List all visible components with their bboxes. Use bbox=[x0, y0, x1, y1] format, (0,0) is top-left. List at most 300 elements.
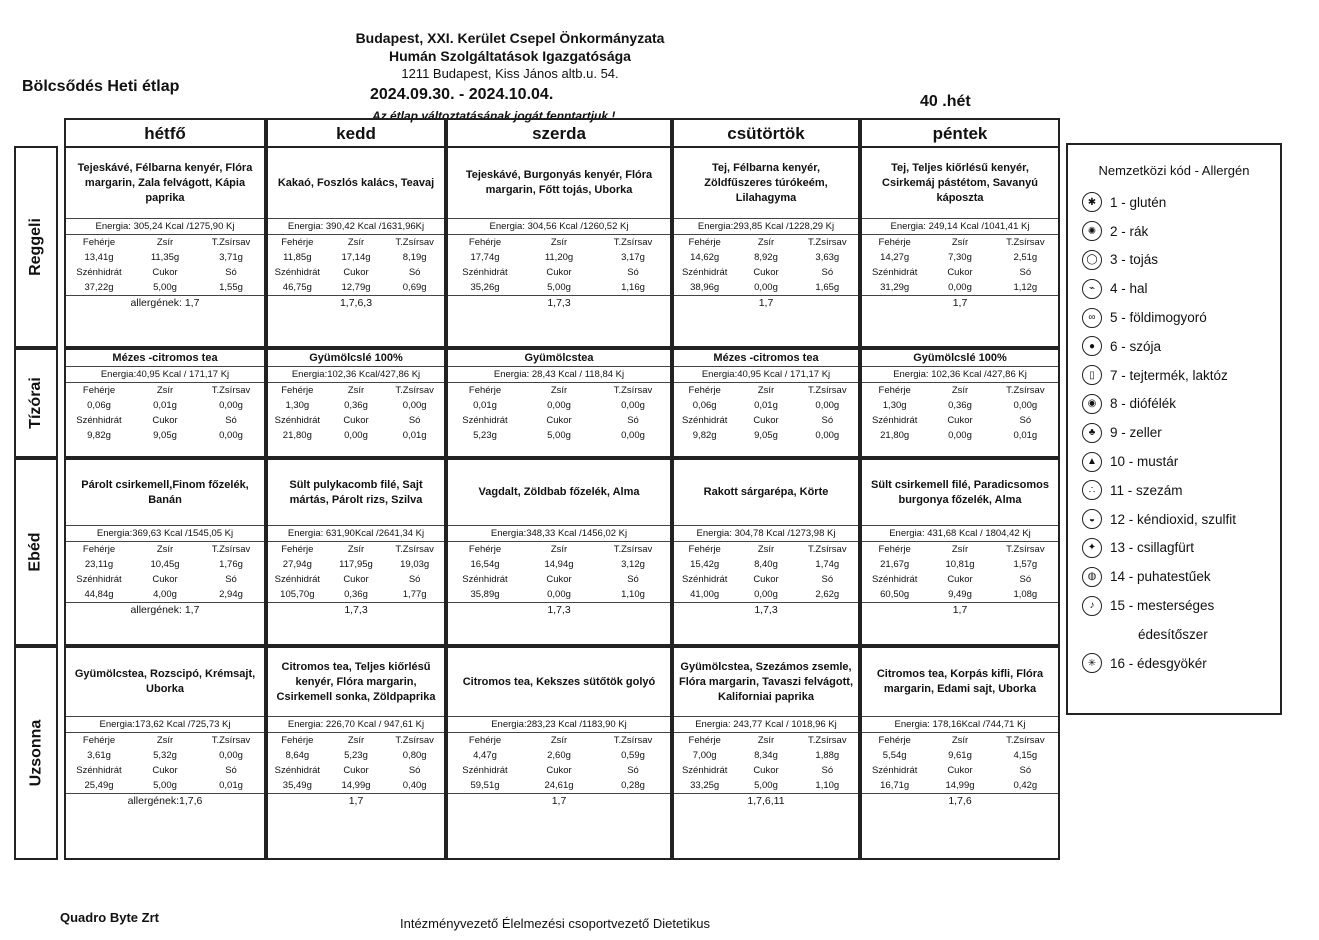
energy-value: Energia: 243,77 Kcal / 1018,96 Kj bbox=[674, 716, 858, 733]
nutrient-label: Fehérje bbox=[281, 237, 314, 248]
dish-name: Rakott sárgarépa, Körte bbox=[703, 486, 829, 498]
nutrient-value: 27,94g bbox=[282, 559, 312, 570]
dish-name: Mézes -citromos tea bbox=[112, 351, 218, 364]
meal-cell-reggeli bbox=[672, 146, 860, 348]
nutrient-label: Só bbox=[225, 765, 237, 776]
nutrient-value: 24,61g bbox=[544, 780, 574, 791]
nutrient-value: 21,80g bbox=[880, 430, 910, 441]
nutrient-label: Zsír bbox=[951, 544, 969, 555]
nutrient-label: Fehérje bbox=[688, 237, 721, 248]
legend-item bbox=[1068, 476, 1280, 505]
nut-icon: ◉ bbox=[1082, 394, 1102, 414]
nutrient-label: Szénhidrát bbox=[462, 574, 508, 585]
meal-cell-ebed bbox=[860, 458, 1060, 646]
nutrient-label: Cukor bbox=[546, 415, 572, 426]
nutrient-value: 17,74g bbox=[470, 252, 500, 263]
nutrient-value: 0,36g bbox=[948, 400, 972, 411]
allergen-codes: 1,7,3 bbox=[268, 602, 444, 617]
nutrient-label: T.Zsírsav bbox=[395, 735, 434, 746]
meal-cell-uzsonna bbox=[266, 646, 446, 860]
dish-name: Tej, Teljes kiőrlésű kenyér, Csirkemáj pástétom, Savanyú káposzta bbox=[882, 161, 1038, 204]
meal-label-text: Uzsonna bbox=[27, 719, 45, 787]
nutrient-value: 10,81g bbox=[945, 559, 975, 570]
nutrient-value: 0,59g bbox=[621, 750, 645, 761]
nutrient-value: 4,00g bbox=[153, 589, 177, 600]
dish-name: Sült pulykacomb filé, Sajt mártás, Párolt rizs, Szilva bbox=[289, 478, 423, 506]
nutrient-label: Só bbox=[627, 415, 639, 426]
meal-cell-reggeli bbox=[446, 146, 672, 348]
nutrient-label: Szénhidrát bbox=[681, 415, 728, 426]
nutrient-value: 21,80g bbox=[282, 430, 312, 441]
nutrient-label: Zsír bbox=[347, 385, 365, 396]
nutrient-value: 59,51g bbox=[470, 780, 500, 791]
peanut-icon: ∞ bbox=[1082, 308, 1102, 328]
nutrient-value: 35,26g bbox=[470, 282, 500, 293]
nutrient-value: 11,85g bbox=[283, 252, 312, 263]
allergen-codes: 1,7,6,3 bbox=[268, 295, 444, 310]
nutrient-value: 3,71g bbox=[219, 252, 243, 263]
week-number: 40 .hét bbox=[920, 93, 971, 110]
nutrient-label: Zsír bbox=[156, 544, 174, 555]
nutrition-table bbox=[674, 383, 858, 443]
legend-item-label: 12 - kéndioxid, szulfit bbox=[1110, 511, 1237, 527]
nutrient-value: 9,05g bbox=[754, 430, 778, 441]
nutrient-label: Szénhidrát bbox=[681, 574, 728, 585]
energy-value: Energia: 304,78 Kcal /1273,98 Kj bbox=[674, 525, 858, 542]
legend-item-label: 13 - csillagfürt bbox=[1110, 540, 1195, 556]
licorice-icon: ✳ bbox=[1082, 653, 1102, 673]
nutrient-label: Só bbox=[1019, 765, 1032, 776]
wheat-icon: ✱ bbox=[1082, 192, 1102, 212]
nutrient-label: Zsír bbox=[156, 735, 174, 746]
nutrient-label: Cukor bbox=[947, 765, 973, 776]
nutrient-value: 0,00g bbox=[219, 400, 243, 411]
nutrient-label: T.Zsírsav bbox=[395, 385, 434, 396]
nutrition-table bbox=[674, 542, 858, 602]
nutrient-value: 1,57g bbox=[1013, 559, 1038, 570]
nutrient-label: T.Zsírsav bbox=[1006, 544, 1045, 555]
nutrient-label: T.Zsírsav bbox=[613, 544, 653, 555]
meal-cell-reggeli bbox=[266, 146, 446, 348]
meal-cell-reggeli bbox=[64, 146, 266, 348]
day-name: péntek bbox=[860, 118, 1060, 150]
nutrient-label: Fehérje bbox=[281, 544, 314, 555]
nutrient-label: Zsír bbox=[757, 385, 775, 396]
nutrient-value: 0,00g bbox=[547, 589, 571, 600]
nutrient-label: T.Zsírsav bbox=[395, 544, 434, 555]
legend-item-label: 9 - zeller bbox=[1110, 425, 1162, 441]
nutrient-value: 4,47g bbox=[473, 750, 497, 761]
allergen-codes: allergének: 1,7 bbox=[66, 602, 264, 617]
day-name: kedd bbox=[266, 118, 446, 150]
nutrient-value: 0,01g bbox=[473, 400, 497, 411]
nutrient-value: 1,30g bbox=[882, 400, 907, 411]
mustard-icon: ▲ bbox=[1082, 452, 1102, 472]
nutrient-label: Cukor bbox=[343, 765, 369, 776]
nutrient-value: 23,11g bbox=[84, 559, 114, 570]
energy-value: Energia: 102,36 Kcal /427,86 Kj bbox=[862, 366, 1058, 383]
nutrient-label: T.Zsírsav bbox=[808, 544, 847, 555]
allergen-codes: 1,7 bbox=[674, 295, 858, 310]
energy-value: Energia: 431,68 Kcal / 1804,42 Kj bbox=[862, 525, 1058, 542]
meal-cell-tizorai bbox=[266, 348, 446, 458]
nutrient-value: 1,77g bbox=[402, 589, 427, 600]
meal-label-tizorai bbox=[14, 348, 58, 458]
nutrient-value: 5,00g bbox=[547, 430, 571, 441]
nutrient-label: Cukor bbox=[753, 765, 779, 776]
nutrient-value: 1,30g bbox=[285, 400, 310, 411]
legend-item-label: 16 - édesgyökér bbox=[1110, 655, 1207, 671]
dish-name: Gyümölcstea, Rozscipó, Krémsajt, Uborka bbox=[74, 668, 256, 695]
nutrient-value: 1,10g bbox=[621, 589, 645, 600]
nutrient-value: 14,99g bbox=[945, 780, 975, 791]
nutrient-value: 33,25g bbox=[690, 780, 720, 791]
nutrient-label: Só bbox=[408, 267, 421, 278]
meal-cell-uzsonna bbox=[860, 646, 1060, 860]
lupin-icon: ✦ bbox=[1082, 538, 1102, 558]
crab-icon: ✺ bbox=[1082, 221, 1102, 241]
nutrition-table bbox=[66, 542, 264, 602]
nutrient-label: Fehérje bbox=[82, 237, 116, 248]
nutrient-label: Fehérje bbox=[688, 735, 721, 746]
nutrient-value: 0,01g bbox=[219, 780, 243, 791]
nutrient-label: Cukor bbox=[152, 267, 178, 278]
nutrient-value: 0,00g bbox=[547, 400, 571, 411]
nutrient-value: 17,14g bbox=[341, 252, 371, 263]
nutrient-value: 37,22g bbox=[84, 282, 114, 293]
nutrient-value: 14,94g bbox=[544, 559, 574, 570]
nutrient-label: Szénhidrát bbox=[76, 765, 122, 776]
nutrient-value: 0,00g bbox=[219, 430, 243, 441]
nutrition-table bbox=[268, 542, 444, 602]
nutrient-label: Cukor bbox=[152, 765, 178, 776]
nutrient-value: 15,42g bbox=[690, 559, 720, 570]
nutrient-label: Fehérje bbox=[468, 735, 502, 746]
legend-item bbox=[1068, 534, 1280, 563]
nutrient-label: Zsír bbox=[347, 735, 365, 746]
nutrient-label: Fehérje bbox=[468, 544, 502, 555]
nutrient-label: Só bbox=[225, 415, 237, 426]
allergen-codes: 1,7 bbox=[268, 793, 444, 808]
org-name: Budapest, XXI. Kerület Csepel Önkormányzata bbox=[355, 30, 665, 46]
nutrient-value: 1,16g bbox=[621, 282, 645, 293]
allergen-codes: 1,7,3 bbox=[448, 602, 670, 617]
nutrient-label: Cukor bbox=[753, 267, 779, 278]
nutrient-value: 25,49g bbox=[84, 780, 114, 791]
nutrient-label: Cukor bbox=[546, 267, 572, 278]
nutrient-value: 60,50g bbox=[880, 589, 910, 600]
energy-value: Energia: 305,24 Kcal /1275,90 Kj bbox=[66, 218, 264, 235]
meal-label-text: Ebéd bbox=[27, 532, 44, 572]
legend-item-label: 15 - mesterséges bbox=[1110, 598, 1215, 614]
nutrient-value: 38,96g bbox=[690, 282, 720, 293]
nutrient-label: Fehérje bbox=[468, 385, 502, 396]
legend-item bbox=[1068, 361, 1280, 390]
meal-label-text: Tízórai bbox=[27, 377, 44, 429]
nutrient-label: Szénhidrát bbox=[871, 574, 918, 585]
legend-item-label: 6 - szója bbox=[1110, 338, 1162, 354]
nutrient-label: Só bbox=[1019, 267, 1032, 278]
nutrient-label: Szénhidrát bbox=[76, 415, 122, 426]
nutrient-value: 41,00g bbox=[690, 589, 720, 600]
legend-item bbox=[1068, 188, 1280, 217]
date-range: 2024.09.30. - 2024.10.04. bbox=[370, 86, 554, 103]
nutrition-table bbox=[674, 235, 858, 295]
nutrient-value: 3,63g bbox=[815, 252, 840, 263]
nutrition-table bbox=[448, 542, 670, 602]
legend-item bbox=[1068, 332, 1280, 361]
nutrition-table bbox=[268, 235, 444, 295]
nutrient-value: 7,30g bbox=[948, 252, 972, 263]
nutrient-label: Szénhidrát bbox=[76, 267, 122, 278]
nutrient-label: Zsír bbox=[156, 237, 174, 248]
nutrient-label: Só bbox=[225, 267, 237, 278]
meal-cell-reggeli bbox=[860, 146, 1060, 348]
nutrient-label: T.Zsírsav bbox=[211, 544, 251, 555]
nutrient-value: 2,60g bbox=[547, 750, 571, 761]
nutrient-label: Zsír bbox=[550, 544, 568, 555]
nutrient-value: 0,00g bbox=[948, 430, 972, 441]
nutrient-value: 8,92g bbox=[754, 252, 778, 263]
energy-value: Energia:40,95 Kcal / 171,17 Kj bbox=[674, 366, 858, 383]
nutrient-value: 0,00g bbox=[948, 282, 972, 293]
nutrient-value: 0,00g bbox=[621, 400, 645, 411]
nutrient-value: 44,84g bbox=[84, 589, 114, 600]
nutrient-value: 14,27g bbox=[880, 252, 910, 263]
nutrient-label: Fehérje bbox=[281, 735, 314, 746]
nutrient-value: 3,12g bbox=[621, 559, 645, 570]
nutrient-value: 10,45g bbox=[150, 559, 180, 570]
nutrient-label: Fehérje bbox=[82, 544, 116, 555]
nutrient-label: Cukor bbox=[546, 765, 572, 776]
dish-name: Tejeskávé, Burgonyás kenyér, Flóra margarin, Főtt tojás, Uborka bbox=[465, 169, 653, 196]
nutrient-value: 4,15g bbox=[1013, 750, 1038, 761]
nutrient-value: 0,28g bbox=[621, 780, 645, 791]
energy-value: Energia: 304,56 Kcal /1260,52 Kj bbox=[448, 218, 670, 235]
meal-cell-tizorai bbox=[446, 348, 672, 458]
meal-cell-ebed bbox=[672, 458, 860, 646]
nutrient-label: Só bbox=[821, 415, 834, 426]
nutrient-value: 11,20g bbox=[544, 252, 574, 263]
nutrient-value: 0,36g bbox=[344, 400, 368, 411]
nutrient-label: Só bbox=[408, 415, 421, 426]
nutrition-table bbox=[862, 383, 1058, 443]
nutrient-label: T.Zsírsav bbox=[1006, 237, 1045, 248]
nutrient-value: 0,00g bbox=[402, 400, 427, 411]
nutrient-value: 5,23g bbox=[344, 750, 368, 761]
nutrition-table bbox=[66, 733, 264, 793]
nutrient-value: 2,94g bbox=[219, 589, 243, 600]
nutrient-label: Zsír bbox=[951, 735, 969, 746]
nutrient-value: 14,99g bbox=[341, 780, 371, 791]
nutrition-table bbox=[448, 733, 670, 793]
nutrient-value: 1,74g bbox=[815, 559, 840, 570]
signature-line: Intézményvezető Élelmezési csoportvezető Dietetikus bbox=[400, 916, 710, 931]
nutrient-value: 12,79g bbox=[341, 282, 371, 293]
dish-name: Gyümölcslé 100% bbox=[913, 351, 1007, 364]
sesame-icon: ∴ bbox=[1082, 480, 1102, 500]
nutrient-label: T.Zsírsav bbox=[211, 237, 251, 248]
fish-icon: ⌁ bbox=[1082, 279, 1102, 299]
nutrient-label: Zsír bbox=[757, 735, 775, 746]
nutrient-label: Szénhidrát bbox=[274, 267, 321, 278]
dish-name: Gyümölcstea, Szezámos zsemle, Flóra margarin, Tavaszi felvágott, Kaliforniai paprika bbox=[678, 660, 853, 703]
energy-value: Energia: 226,70 Kcal / 947,61 Kj bbox=[268, 716, 444, 733]
nutrient-label: Szénhidrát bbox=[871, 415, 918, 426]
nutrient-label: Szénhidrát bbox=[871, 267, 918, 278]
nutrient-value: 9,49g bbox=[948, 589, 972, 600]
nutrient-label: Zsír bbox=[347, 237, 365, 248]
day-name: szerda bbox=[446, 118, 672, 150]
allergen-codes: 1,7 bbox=[862, 295, 1058, 310]
meal-label-ebed bbox=[14, 458, 58, 646]
nutrient-label: T.Zsírsav bbox=[613, 237, 653, 248]
legend-item bbox=[1068, 274, 1280, 303]
energy-value: Energia: 28,43 Kcal / 118,84 Kj bbox=[448, 366, 670, 383]
meal-cell-ebed bbox=[64, 458, 266, 646]
meal-cell-ebed bbox=[266, 458, 446, 646]
nutrient-label: Só bbox=[225, 574, 237, 585]
nutrient-value: 3,61g bbox=[87, 750, 111, 761]
nutrient-label: Cukor bbox=[152, 415, 178, 426]
nutrient-label: Szénhidrát bbox=[274, 415, 321, 426]
allergen-codes: allergének:1,7,6 bbox=[66, 793, 264, 808]
legend-item-label: 4 - hal bbox=[1110, 281, 1148, 297]
day-column bbox=[64, 118, 266, 860]
day-column bbox=[446, 118, 672, 860]
nutrient-value: 8,19g bbox=[402, 252, 427, 263]
nutrient-value: 35,89g bbox=[470, 589, 500, 600]
mollusc-icon: ◍ bbox=[1082, 567, 1102, 587]
day-name: hétfő bbox=[64, 118, 266, 150]
nutrient-label: Fehérje bbox=[878, 237, 911, 248]
nutrient-value: 0,06g bbox=[87, 400, 111, 411]
dish-name: Citromos tea, Teljes kiőrlésű kenyér, Flóra margarin, Csirkemell sonka, Zöldpaprika bbox=[276, 660, 436, 703]
disclaimer-note: Az étlap változtatásának jogát fenntartjuk ! bbox=[372, 109, 616, 123]
energy-value: Energia:293,85 Kcal /1228,29 Kj bbox=[674, 218, 858, 235]
nutrition-table bbox=[66, 383, 264, 443]
legend-title: Nemzetközi kód - Allergén bbox=[1098, 163, 1250, 178]
allergen-codes: 1,7 bbox=[862, 602, 1058, 617]
meal-cell-ebed bbox=[446, 458, 672, 646]
nutrient-label: Szénhidrát bbox=[681, 765, 728, 776]
nutrition-table bbox=[448, 383, 670, 443]
nutrition-table bbox=[268, 733, 444, 793]
energy-value: Energia: 390,42 Kcal /1631,96Kj bbox=[268, 218, 444, 235]
energy-value: Energia:173,62 Kcal /725,73 Kj bbox=[66, 716, 264, 733]
meal-label-uzsonna bbox=[14, 646, 58, 860]
legend-item-label: 3 - tojás bbox=[1110, 252, 1159, 268]
nutrient-value: 0,00g bbox=[754, 589, 778, 600]
nutrient-label: T.Zsírsav bbox=[211, 385, 251, 396]
nutrient-value: 0,42g bbox=[1013, 780, 1038, 791]
energy-value: Energia:40,95 Kcal / 171,17 Kj bbox=[66, 366, 264, 383]
nutrient-label: Fehérje bbox=[878, 544, 911, 555]
nutrient-value: 35,49g bbox=[282, 780, 312, 791]
nutrient-value: 21,67g bbox=[880, 559, 910, 570]
nutrient-value: 8,64g bbox=[285, 750, 310, 761]
nutrient-value: 0,00g bbox=[1013, 400, 1038, 411]
nutrient-value: 0,01g bbox=[1013, 430, 1038, 441]
nutrient-label: Só bbox=[627, 765, 639, 776]
nutrient-label: Szénhidrát bbox=[871, 765, 918, 776]
org-department: Humán Szolgáltatások Igazgatósága bbox=[389, 48, 631, 64]
nutrient-value: 2,62g bbox=[815, 589, 840, 600]
nutrition-table bbox=[862, 733, 1058, 793]
nutrient-label: T.Zsírsav bbox=[1006, 735, 1045, 746]
nutrient-label: Zsír bbox=[951, 237, 969, 248]
nutrient-label: Fehérje bbox=[82, 385, 116, 396]
nutrient-value: 46,75g bbox=[282, 282, 312, 293]
nutrient-label: T.Zsírsav bbox=[613, 735, 653, 746]
nutrient-value: 0,36g bbox=[344, 589, 368, 600]
legend-item bbox=[1068, 591, 1280, 620]
nutrient-label: Zsír bbox=[550, 237, 568, 248]
nutrient-value: 11,35g bbox=[150, 252, 180, 263]
nutrient-value: 1,76g bbox=[219, 559, 243, 570]
nutrient-value: 105,70g bbox=[280, 589, 315, 600]
celery-icon: ♣ bbox=[1082, 423, 1102, 443]
nutrient-label: Só bbox=[408, 765, 421, 776]
day-column bbox=[672, 118, 860, 860]
dish-name: Kakaó, Foszlós kalács, Teavaj bbox=[277, 176, 435, 189]
nutrient-value: 2,51g bbox=[1013, 252, 1038, 263]
nutrient-label: T.Zsírsav bbox=[613, 385, 653, 396]
dish-name: Gyümölcstea bbox=[524, 351, 594, 364]
nutrient-value: 9,05g bbox=[153, 430, 177, 441]
nutrient-label: Só bbox=[821, 267, 834, 278]
allergen-codes: 1,7,3 bbox=[448, 295, 670, 310]
meal-cell-uzsonna bbox=[446, 646, 672, 860]
nutrient-label: Só bbox=[408, 574, 421, 585]
nutrient-value: 5,54g bbox=[882, 750, 907, 761]
nutrient-value: 1,12g bbox=[1013, 282, 1038, 293]
nutrition-table bbox=[862, 235, 1058, 295]
allergen-legend bbox=[1066, 143, 1282, 715]
nutrient-value: 0,06g bbox=[692, 400, 717, 411]
nutrient-label: Fehérje bbox=[82, 735, 116, 746]
nutrient-label: Zsír bbox=[757, 237, 775, 248]
nutrient-label: Só bbox=[627, 267, 639, 278]
nutrient-label: Cukor bbox=[546, 574, 572, 585]
legend-item-label: 14 - puhatestűek bbox=[1110, 569, 1211, 585]
nutrient-label: Zsír bbox=[951, 385, 969, 396]
menu-grid bbox=[14, 118, 1076, 860]
nutrient-label: Szénhidrát bbox=[462, 267, 508, 278]
energy-value: Energia:102,36 Kcal/427,86 Kj bbox=[268, 366, 444, 383]
allergen-codes: 1,7 bbox=[448, 793, 670, 808]
legend-item bbox=[1068, 217, 1280, 246]
legend-item-label: 2 - rák bbox=[1110, 223, 1149, 239]
legend-item-label: 7 - tejtermék, laktóz bbox=[1110, 367, 1228, 383]
nutrient-label: Zsír bbox=[347, 544, 365, 555]
legend-item bbox=[1068, 390, 1280, 419]
nutrient-label: T.Zsírsav bbox=[1006, 385, 1045, 396]
energy-value: Energia:369,63 Kcal /1545,05 Kj bbox=[66, 525, 264, 542]
nutrient-value: 9,61g bbox=[948, 750, 972, 761]
milk-icon: ▯ bbox=[1082, 365, 1102, 385]
nutrient-value: 1,88g bbox=[815, 750, 840, 761]
nutrient-label: Fehérje bbox=[468, 237, 502, 248]
nutrition-table bbox=[448, 235, 670, 295]
day-column bbox=[860, 118, 1060, 860]
nutrient-value: 9,82g bbox=[87, 430, 111, 441]
sulphite-icon: ◒ bbox=[1082, 509, 1102, 529]
sweetener-icon: ♪ bbox=[1082, 596, 1102, 616]
nutrient-value: 14,62g bbox=[690, 252, 720, 263]
nutrient-value: 5,32g bbox=[153, 750, 177, 761]
legend-item-label: 1 - glutén bbox=[1110, 194, 1167, 210]
